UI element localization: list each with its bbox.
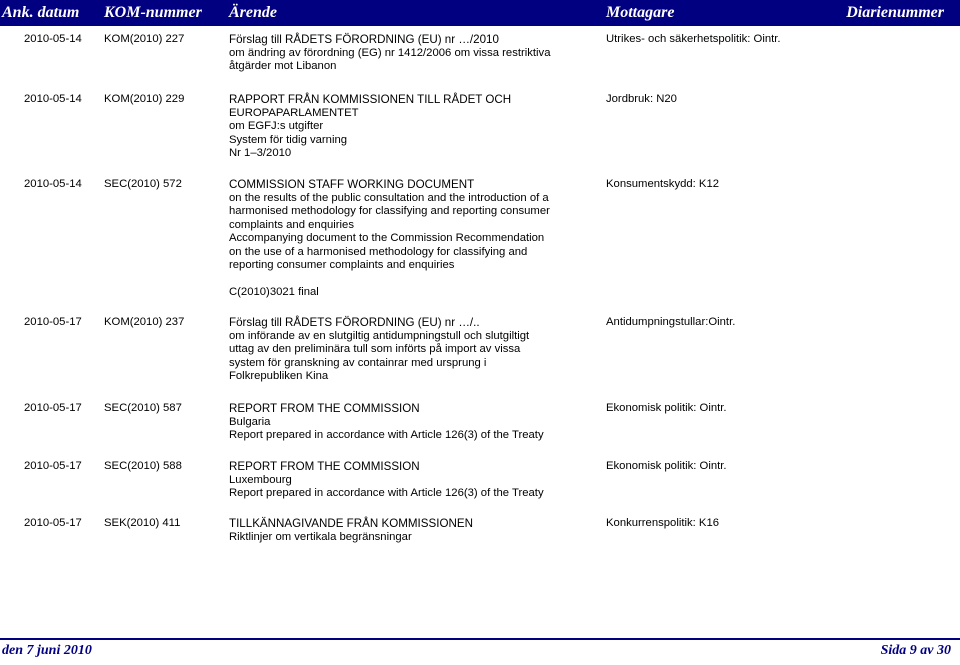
row-date: 2010-05-14 xyxy=(24,178,82,190)
arende-line: C(2010)3021 final xyxy=(229,286,319,298)
header-date: Ank. datum xyxy=(2,4,80,21)
header-kom-nummer: KOM-nummer xyxy=(104,4,202,21)
arende-line: TILLKÄNNAGIVANDE FRÅN KOMMISSIONEN xyxy=(229,517,473,530)
arende-line: Riktlinjer om vertikala begränsningar xyxy=(229,530,412,543)
arende-line xyxy=(229,273,601,287)
arende-line: system för granskning av containrar med ursprung i xyxy=(229,356,487,369)
arende-line: on the use of a harmonised methodology for classifying and xyxy=(229,245,528,258)
row-mottagare: Ekonomisk politik: Ointr. xyxy=(606,460,727,472)
arende-line: Förslag till RÅDETS FÖRORDNING (EU) nr …/2010 xyxy=(229,33,499,46)
row-kom-nummer: SEK(2010) 411 xyxy=(104,517,181,529)
arende-line: REPORT FROM THE COMMISSION xyxy=(229,402,420,415)
row-arende xyxy=(229,316,601,384)
row-date: 2010-05-17 xyxy=(24,517,82,529)
row-arende xyxy=(229,33,601,74)
row-mottagare: Jordbruk: N20 xyxy=(606,93,677,105)
arende-line: Luxembourg xyxy=(229,473,292,486)
row-date: 2010-05-17 xyxy=(24,402,82,414)
arende-line: om införande av en slutgiltig antidumpningstull och slutgiltigt xyxy=(229,329,530,342)
row-kom-nummer: KOM(2010) 237 xyxy=(104,316,185,328)
arende-line: harmonised methodology for classifying and reporting consumer xyxy=(229,205,550,217)
arende-line: EUROPAPARLAMENTET xyxy=(229,106,359,119)
row-kom-nummer: SEC(2010) 588 xyxy=(104,460,182,472)
row-date: 2010-05-14 xyxy=(24,33,82,45)
arende-line: åtgärder mot Libanon xyxy=(229,60,337,72)
arende-line: reporting consumer complaints and enquiries xyxy=(229,259,455,271)
arende-line: Folkrepubliken Kina xyxy=(229,370,329,382)
row-arende xyxy=(229,93,601,161)
row-arende xyxy=(229,178,601,300)
row-date: 2010-05-17 xyxy=(24,460,82,472)
row-date: 2010-05-14 xyxy=(24,93,82,105)
row-kom-nummer: KOM(2010) 227 xyxy=(104,33,185,45)
footer-page-number: Sida 9 av 30 xyxy=(880,643,951,658)
arende-line: Förslag till RÅDETS FÖRORDNING (EU) nr …/.. xyxy=(229,316,480,329)
arende-line: om EGFJ:s utgifter xyxy=(229,120,324,132)
header-diarienummer: Diarienummer xyxy=(846,4,944,21)
arende-line: Report prepared in accordance with Article 126(3) of the Treaty xyxy=(229,487,544,499)
arende-line: Bulgaria xyxy=(229,415,271,428)
arende-line: Report prepared in accordance with Article 126(3) of the Treaty xyxy=(229,429,544,441)
row-date: 2010-05-17 xyxy=(24,316,82,328)
row-arende xyxy=(229,460,601,501)
arende-line: Accompanying document to the Commission Recommendation xyxy=(229,232,545,244)
row-kom-nummer: SEC(2010) 572 xyxy=(104,178,182,190)
row-mottagare: Utrikes- och säkerhetspolitik: Ointr. xyxy=(606,33,781,45)
row-mottagare: Antidumpningstullar:Ointr. xyxy=(606,316,736,328)
header-arende: Ärende xyxy=(229,4,277,21)
arende-line: om ändring av förordning (EG) nr 1412/2006 om vissa restriktiva xyxy=(229,46,551,59)
arende-line: on the results of the public consultation and the introduction of a xyxy=(229,191,549,204)
header-mottagare: Mottagare xyxy=(606,4,675,21)
footer-divider xyxy=(0,638,960,640)
row-mottagare: Konkurrenspolitik: K16 xyxy=(606,517,720,529)
arende-line: COMMISSION STAFF WORKING DOCUMENT xyxy=(229,178,475,191)
arende-line: REPORT FROM THE COMMISSION xyxy=(229,460,420,473)
arende-line: RAPPORT FRÅN KOMMISSIONEN TILL RÅDET OCH xyxy=(229,93,512,106)
arende-line: System för tidig varning xyxy=(229,133,348,146)
row-arende xyxy=(229,517,601,544)
row-kom-nummer: SEC(2010) 587 xyxy=(104,402,182,414)
row-mottagare: Ekonomisk politik: Ointr. xyxy=(606,402,727,414)
arende-line: Nr 1–3/2010 xyxy=(229,147,292,159)
arende-line: complaints and enquiries xyxy=(229,218,354,231)
row-mottagare: Konsumentskydd: K12 xyxy=(606,178,720,190)
row-arende xyxy=(229,402,601,443)
row-kom-nummer: KOM(2010) 229 xyxy=(104,93,185,105)
arende-line: uttag av den preliminära tull som införts på import av vissa xyxy=(229,343,521,355)
footer-date: den 7 juni 2010 xyxy=(2,643,92,658)
